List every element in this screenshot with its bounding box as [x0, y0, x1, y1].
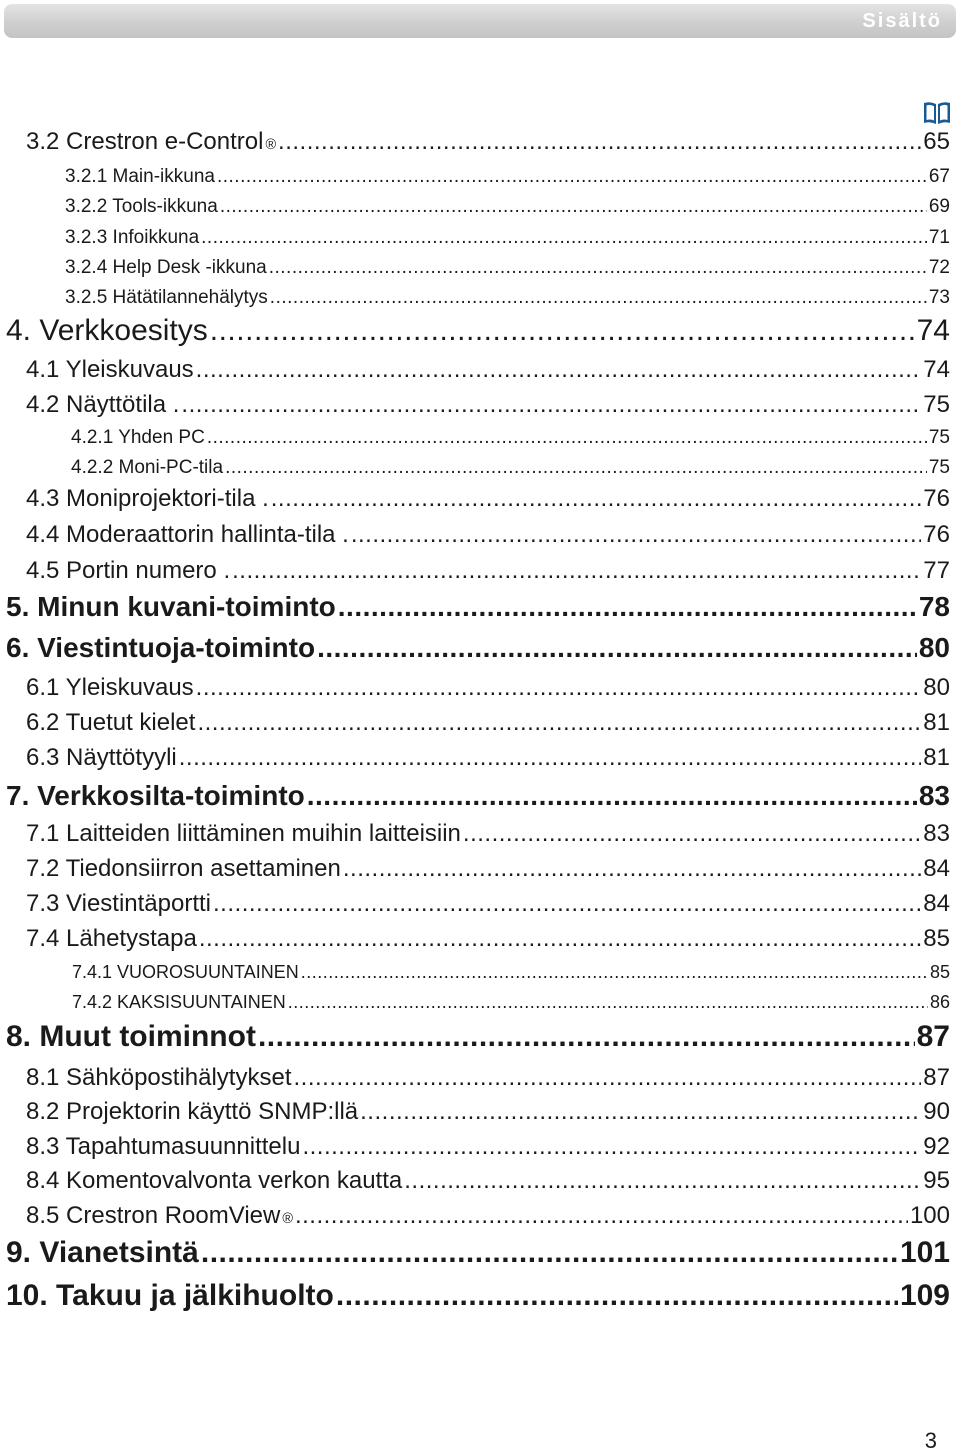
dot-leader [181, 391, 921, 419]
toc-entry-label: 8.3 Tapahtumasuunnittelu [26, 1133, 301, 1160]
toc-entry-page: 77 [923, 557, 950, 584]
toc-entry-page: 73 [928, 287, 950, 308]
toc-entry-page: 87 [916, 1020, 950, 1053]
header-title: Sisältö [862, 10, 942, 32]
toc-entry-page: 71 [928, 227, 950, 248]
toc-entry-page: 84 [923, 855, 950, 882]
dot-leader [199, 925, 921, 953]
toc-entry[interactable] [26, 1133, 950, 1161]
toc-entry-label: 3.2.2 Tools-ikkuna [65, 196, 218, 217]
toc-entry-label: 7.2 Tiedonsiirron asettaminen [26, 855, 341, 882]
toc-entry-label: 7.1 Laitteiden liittäminen muihin laitteisiin [26, 820, 461, 847]
toc-entry-label: 3.2.5 Hätätilannehälytys [65, 287, 268, 308]
toc-entry-page: 83 [923, 820, 950, 847]
dot-leader [270, 287, 927, 309]
toc-entry[interactable] [26, 128, 950, 156]
toc-entry-page: 86 [929, 992, 950, 1012]
toc-entry[interactable] [26, 356, 950, 384]
toc-entry-page: 65 [923, 128, 950, 155]
toc-entry-label: 10. Takuu ja jälkihuolto [6, 1279, 334, 1312]
toc-entry-page: 85 [929, 962, 950, 982]
toc-entry[interactable] [26, 1167, 950, 1195]
dot-leader [404, 1167, 921, 1195]
toc-entry-label: 9. Vianetsintä [6, 1236, 199, 1269]
toc-entry-label: 6. Viestintuoja-toiminto [6, 632, 316, 663]
toc-entry-page: 75 [928, 427, 950, 448]
dot-leader [232, 557, 921, 585]
toc-entry-page: 92 [923, 1133, 950, 1160]
dot-leader [179, 744, 922, 772]
toc-entry[interactable] [71, 457, 950, 479]
toc-entry[interactable] [26, 1202, 950, 1230]
toc-entry-label: 8. Muut toiminnot [6, 1020, 256, 1053]
toc-entry-label: 5. Minun kuvani-toiminto [6, 591, 336, 622]
toc-entry[interactable] [6, 780, 950, 812]
toc-entry-label: 8.1 Sähköpostihälytykset [26, 1064, 292, 1091]
toc-entry-page: 75 [923, 391, 950, 418]
dot-leader [307, 780, 917, 812]
dot-leader [294, 1064, 922, 1092]
toc-entry[interactable] [65, 166, 950, 188]
dot-leader [317, 632, 917, 664]
toc-entry-label: 7.4.2 KAKSISUUNTAINEN [72, 992, 286, 1012]
dot-leader [207, 427, 927, 449]
toc-entry-page: 101 [899, 1236, 950, 1269]
toc-entry[interactable] [26, 1098, 950, 1126]
dot-leader [271, 485, 922, 513]
page-number: 3 [924, 1428, 937, 1453]
toc-entry-page: 87 [923, 1064, 950, 1091]
toc-entry-label: 3.2.3 Infoikkuna [65, 227, 200, 248]
registered-mark: ® [265, 137, 277, 153]
toc-entry-label: 7.4 Lähetystapa [26, 925, 197, 952]
dot-leader [360, 1098, 921, 1126]
toc-entry-label: 4.3 Moniprojektori-tila . [26, 485, 269, 512]
toc-entry[interactable] [26, 485, 950, 513]
toc-entry[interactable] [6, 591, 950, 623]
dot-leader [301, 962, 928, 983]
toc-entry-page: 84 [923, 890, 950, 917]
toc-entry-label: 6.1 Yleiskuvaus [26, 674, 194, 701]
toc-entry-page: 80 [918, 632, 950, 663]
toc-entry-label: 7.3 Viestintäportti [26, 890, 212, 917]
toc-entry[interactable] [26, 925, 950, 953]
toc-entry[interactable] [26, 557, 950, 585]
toc-entry[interactable] [26, 820, 950, 848]
toc-entry[interactable] [6, 632, 950, 664]
toc-entry-label: 3.2.1 Main-ikkuna [65, 166, 215, 187]
toc-entry[interactable] [26, 1064, 950, 1092]
toc-entry-label: 4.2.1 Yhden PC [71, 427, 205, 448]
toc-entry-label: 3.2.4 Help Desk -ikkuna [65, 257, 267, 278]
toc-entry-page: 69 [928, 196, 950, 217]
toc-entry-label: 8.4 Komentovalvonta verkon kautta [26, 1167, 403, 1194]
toc-entry-page: 74 [923, 356, 950, 383]
toc-entry-page: 76 [923, 521, 950, 548]
toc-entry[interactable] [65, 257, 950, 279]
dot-leader [336, 1279, 898, 1313]
dot-leader [302, 1133, 921, 1161]
toc-entry[interactable] [26, 855, 950, 883]
toc-entry[interactable] [6, 314, 950, 348]
toc-entry-page: 78 [918, 591, 950, 622]
toc-entry[interactable] [26, 674, 950, 702]
toc-entry-label: 6.2 Tuetut kielet [26, 709, 196, 736]
toc-entry-page: 74 [916, 314, 950, 347]
toc-entry[interactable] [65, 227, 950, 249]
toc-entry-label: 4.1 Yleiskuvaus [26, 356, 194, 383]
toc-entry[interactable] [65, 196, 950, 218]
toc-entry-page: 80 [923, 674, 950, 701]
dot-leader [225, 457, 927, 479]
dot-leader [201, 227, 927, 249]
toc-entry-page: 83 [918, 780, 950, 811]
dot-leader [196, 674, 922, 702]
dot-leader [288, 992, 928, 1013]
toc-entry-page: 85 [923, 925, 950, 952]
toc-entry[interactable] [71, 427, 950, 449]
toc-entry-page: 95 [923, 1167, 950, 1194]
toc-entry[interactable] [26, 890, 950, 918]
dot-leader [351, 521, 921, 549]
dot-leader [197, 709, 921, 737]
registered-mark: ® [282, 1211, 293, 1227]
toc-entry[interactable] [6, 1236, 950, 1270]
toc-entry-page: 72 [928, 257, 950, 278]
toc-entry-label: 4. Verkkoesitys [6, 314, 208, 347]
dot-leader [210, 314, 915, 348]
toc-entry-page: 75 [928, 457, 950, 478]
toc-entry-page: 100 [909, 1202, 950, 1229]
toc-entry-page: 76 [923, 485, 950, 512]
dot-leader [213, 890, 921, 918]
toc-entry-label: 6.3 Näyttötyyli [26, 744, 177, 771]
toc-entry-label: 4.4 Moderaattorin hallinta-tila . [26, 521, 349, 548]
toc-entry-label: 7.4.1 VUOROSUUNTAINEN [72, 962, 299, 982]
toc-entry-page: 90 [923, 1098, 950, 1125]
toc-entry[interactable] [26, 744, 950, 772]
toc-entry-page: 81 [923, 709, 950, 736]
dot-leader [463, 820, 921, 848]
toc-entry[interactable] [26, 521, 950, 549]
toc-entry-label: 4.2 Näyttötila . [26, 391, 180, 418]
toc-entry[interactable] [6, 1020, 950, 1054]
dot-leader [258, 1020, 915, 1054]
toc-entry-label: 4.5 Portin numero . [26, 557, 231, 584]
toc-entry-label: 8.2 Projektorin käyttö SNMP:llä [26, 1098, 359, 1125]
dot-leader [217, 166, 927, 188]
toc-entry-page: 109 [899, 1279, 950, 1312]
toc-entry-label: 8.5 Crestron RoomView [26, 1202, 281, 1229]
toc-entry[interactable] [72, 992, 950, 1013]
toc-entry-label: 4.2.2 Moni-PC-tila [71, 457, 224, 478]
dot-leader [196, 356, 922, 384]
toc-entry[interactable] [26, 709, 950, 737]
dot-leader [295, 1202, 908, 1230]
toc-entry-page: 67 [928, 166, 950, 187]
dot-leader [343, 855, 921, 883]
dot-leader [201, 1236, 898, 1270]
toc-entry[interactable] [72, 962, 950, 983]
dot-leader [338, 591, 917, 623]
toc-entry-page: 81 [923, 744, 950, 771]
toc-entry-label: 3.2 Crestron e-Control [26, 128, 264, 155]
dot-leader [278, 128, 921, 156]
toc-entry[interactable] [65, 287, 950, 309]
dot-leader [220, 196, 927, 218]
toc-entry[interactable] [6, 1279, 950, 1313]
toc-entry[interactable] [26, 391, 950, 419]
toc-entry-label: 7. Verkkosilta-toiminto [6, 780, 305, 811]
dot-leader [269, 257, 927, 279]
